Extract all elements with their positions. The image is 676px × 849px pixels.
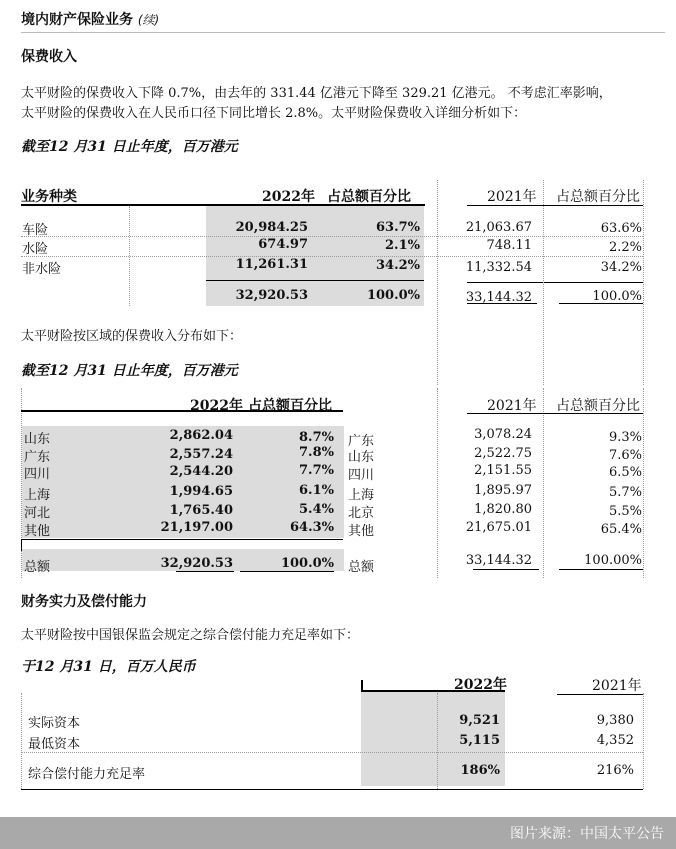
table2-total-rule-2021 xyxy=(473,569,539,570)
table2-row-p2021: 5.7% xyxy=(608,485,642,500)
table2-row-v2021: 3,078.24 xyxy=(474,427,532,442)
table3-row-v2021: 9,380 xyxy=(596,713,634,728)
footer-source: 图片来源：中国太平公告 xyxy=(510,826,664,842)
table2-row-p2022: 6.1% xyxy=(299,483,334,498)
table2-row-region2022: 上海 xyxy=(24,488,51,503)
table1-row-name: 非水险 xyxy=(22,262,62,277)
table2-row-p2022: 8.7% xyxy=(299,430,334,445)
table2-total-v2022: 32,920.53 xyxy=(160,556,233,571)
table2-row-v2022: 2,557.24 xyxy=(169,447,233,462)
footer-bar xyxy=(0,817,676,849)
table3-row-v2022: 9,521 xyxy=(459,713,500,728)
table2-row-v2022: 2,544.20 xyxy=(169,464,233,479)
table2-row-p2022: 7.7% xyxy=(299,463,334,478)
table2-row-p2022: 5.4% xyxy=(299,502,334,517)
table2-row-v2021: 1,820.80 xyxy=(474,502,532,517)
table2-row-region2022: 其他 xyxy=(24,524,51,539)
table1-total-v2022: 32,920.53 xyxy=(235,288,308,303)
table2-row-region2022: 四川 xyxy=(24,467,51,482)
table2-row-region2022: 河北 xyxy=(24,506,51,521)
table1-row-p2022: 34.2% xyxy=(375,258,420,273)
section-header-title: 境内财产保险业务 xyxy=(21,12,133,28)
table1-row-v2022: 674.97 xyxy=(258,237,308,252)
table2-row-region2021: 广东 xyxy=(348,434,375,449)
table1-subtotal-rule-2022 xyxy=(206,280,424,281)
table2-row-v2022: 2,862.04 xyxy=(169,428,233,443)
table2-header-pct2021: 占总额百分比 xyxy=(556,398,640,414)
table1-row-name: 车险 xyxy=(22,223,49,238)
table1-header-type: 业务种类 xyxy=(21,189,77,205)
table1-row-v2021: 748.11 xyxy=(486,238,532,253)
table3-caption: 于12 月31 日，百万人民币 xyxy=(21,659,196,675)
table2-header-2021: 2021年 xyxy=(487,398,537,414)
table2-header-2022: 2022年 xyxy=(190,398,243,414)
table3-row-name: 实际资本 xyxy=(28,716,81,731)
table3-row-v2022: 186% xyxy=(460,763,500,778)
section-header-cont: (续) xyxy=(137,13,160,27)
table1-row-v2022: 20,984.25 xyxy=(235,220,308,235)
table2-row-p2022: 64.3% xyxy=(289,520,334,535)
table2-total-p2022: 100.0% xyxy=(280,556,334,571)
table2-row-p2021: 65.4% xyxy=(600,522,642,537)
premium-income-para-line2: 太平财险的保费收入在人民币口径下同比增长 2.8%。太平财险保费收入详细分析如下： xyxy=(21,106,527,121)
premium-income-title: 保费收入 xyxy=(21,49,77,65)
table2-row-region2021: 北京 xyxy=(348,506,375,521)
solvency-para: 太平财险按中国银保监会规定之综合偿付能力充足率如下： xyxy=(21,628,360,643)
table2-row-p2022: 7.8% xyxy=(299,445,334,460)
table2-row-p2021: 5.5% xyxy=(608,504,642,519)
table2-row-v2021: 2,522.75 xyxy=(474,446,532,461)
table2-row-region2021: 其他 xyxy=(348,524,375,539)
table1-subtotal-rule-2021 xyxy=(467,282,643,283)
table2-row-region2021: 上海 xyxy=(348,488,375,503)
table1-header-pct2022: 占总额百分比 xyxy=(327,189,411,205)
table1-row-v2022: 11,261.31 xyxy=(235,257,308,272)
header-rule xyxy=(21,32,665,33)
table2-total-rule-2022 xyxy=(176,571,234,572)
table2-row-region2021: 四川 xyxy=(348,468,375,483)
table3-row-v2021: 4,352 xyxy=(596,733,634,748)
table1-row-v2021: 11,332.54 xyxy=(465,260,532,275)
table1-total-p2022: 100.0% xyxy=(366,288,420,303)
table2-row-p2021: 6.5% xyxy=(608,465,642,480)
table1-row-v2021: 21,063.67 xyxy=(465,220,532,235)
table2-caption: 截至12 月31 日止年度，百万港元 xyxy=(21,363,238,379)
table1-row-p2021: 34.2% xyxy=(600,260,642,275)
solvency-title: 财务实力及偿付能力 xyxy=(21,594,147,610)
table3-bottom-rule xyxy=(21,789,643,790)
section-header xyxy=(21,9,159,29)
table1-header-2021: 2021年 xyxy=(487,189,537,205)
table1-header-2022: 2022年 xyxy=(262,189,315,205)
table1-row-p2022: 63.7% xyxy=(375,220,420,235)
table2-row-v2021: 1,895.97 xyxy=(474,483,532,498)
table2-total-p2021: 100.00% xyxy=(584,553,642,568)
region-intro: 太平财险按区域的保费收入分布如下： xyxy=(21,329,243,344)
table3-row-name: 最低资本 xyxy=(28,737,81,752)
table1-row-p2021: 63.6% xyxy=(600,221,642,236)
table3-row-v2021: 216% xyxy=(596,763,634,778)
table3-row-name: 综合偿付能力充足率 xyxy=(28,767,146,782)
table2-row-v2022: 1,765.40 xyxy=(169,503,233,518)
table1-total-p2021: 100.0% xyxy=(592,289,642,304)
table1-caption: 截至12 月31 日止年度，百万港元 xyxy=(21,139,238,155)
table2-total-label-2021: 总额 xyxy=(348,560,375,575)
table1-row-p2022: 2.1% xyxy=(385,238,420,253)
table3-row-v2022: 5,115 xyxy=(459,733,500,748)
table2-header-pct2022: 占总额百分比 xyxy=(248,398,332,414)
premium-income-para-line1: 太平财险的保费收入下降 0.7%，由去年的 331.44 亿港元下降至 329.21 亿港元。 不考虑汇率影响， xyxy=(21,86,612,101)
table2-row-v2021: 2,151.55 xyxy=(474,463,532,478)
table1-header-pct2021: 占总额百分比 xyxy=(556,189,640,205)
table2-row-p2021: 9.3% xyxy=(608,430,642,445)
table2-row-region2021: 山东 xyxy=(348,450,375,465)
table1-row-name: 水险 xyxy=(22,242,49,257)
table2-total-label: 总额 xyxy=(24,560,51,575)
table2-row-p2021: 7.6% xyxy=(608,448,642,463)
table2-total-v2021: 33,144.32 xyxy=(465,553,532,568)
table1-row-p2021: 2.2% xyxy=(608,240,642,255)
table1-total-v2021: 33,144.32 xyxy=(465,290,532,305)
table2-row-region2022: 山东 xyxy=(24,432,51,447)
table2-row-v2022: 1,994.65 xyxy=(169,484,233,499)
table2-row-v2022: 21,197.00 xyxy=(160,520,233,535)
table3-header-2021: 2021年 xyxy=(592,678,642,694)
table3-header-2022: 2022年 xyxy=(454,677,507,693)
table2-row-region2022: 广东 xyxy=(24,450,51,465)
table2-row-v2021: 21,675.01 xyxy=(465,520,532,535)
